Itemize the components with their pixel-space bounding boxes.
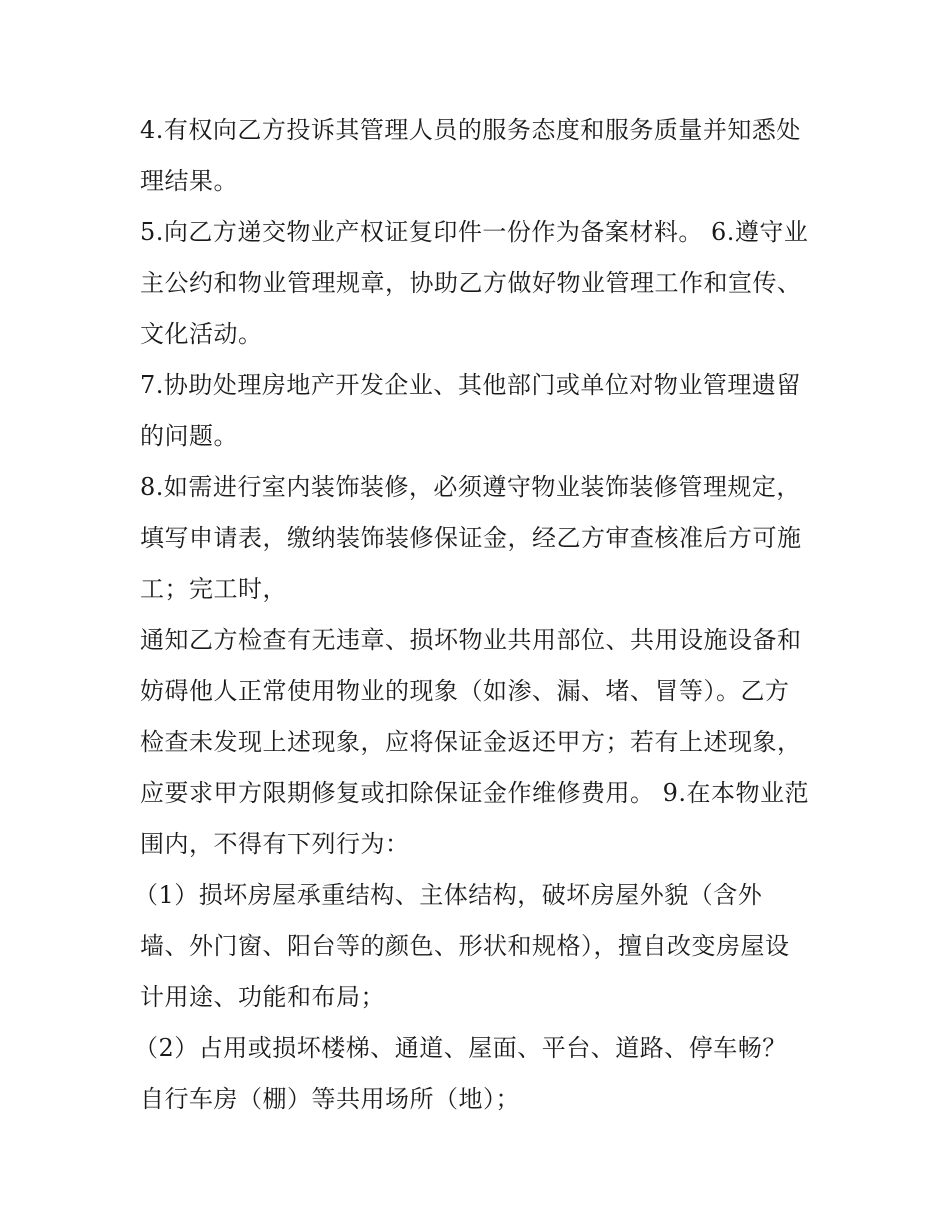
text-line: 围内，不得有下列行为： <box>140 830 410 858</box>
text-line: 妨碍他人正常使用物业的现象（如渗、漏、堵、冒等）。乙方 <box>140 677 790 705</box>
text-line: 工；完工时， <box>140 575 287 603</box>
text-line: 填写申请表，缴纳装饰装修保证金，经乙方审查核准后方可施 <box>140 524 802 552</box>
text-line: 通知乙方检查有无违章、损坏物业共用部位、共用设施设备和 <box>140 626 802 654</box>
text-line: 的问题。 <box>140 422 238 450</box>
text-line: （2）占用或损坏楼梯、通道、屋面、平台、道路、停车畅？ <box>134 1034 787 1062</box>
text-line: （1）损坏房屋承重结构、主体结构，破坏房屋外貌（含外 <box>134 881 763 909</box>
text-line: 自行车房（棚）等共用场所（地）； <box>140 1085 520 1113</box>
text-line: 墙、外门窗、阳台等的颜色、形状和规格），擅自改变房屋设 <box>140 932 790 960</box>
text-line: 5.向乙方递交物业产权证复印件一份作为备案材料。 6.遵守业 <box>140 218 809 246</box>
text-line: 应要求甲方限期修复或扣除保证金作维修费用。 9.在本物业范 <box>140 779 810 807</box>
text-line: 8.如需进行室内装饰装修，必须遵守物业装饰装修管理规定， <box>140 473 801 501</box>
text-line: 计用途、功能和布局； <box>140 983 385 1011</box>
text-line: 检查未发现上述现象，应将保证金返还甲方；若有上述现象， <box>140 728 802 756</box>
text-line: 7.协助处理房地产开发企业、其他部门或单位对物业管理遗留 <box>140 371 801 399</box>
text-line: 文化活动。 <box>140 320 263 348</box>
document-body <box>134 105 830 1125</box>
text-line: 主公约和物业管理规章，协助乙方做好物业管理工作和宣传、 <box>140 269 802 297</box>
text-line: 理结果。 <box>140 167 238 195</box>
text-line: 4.有权向乙方投诉其管理人员的服务态度和服务质量并知悉处 <box>140 116 801 144</box>
